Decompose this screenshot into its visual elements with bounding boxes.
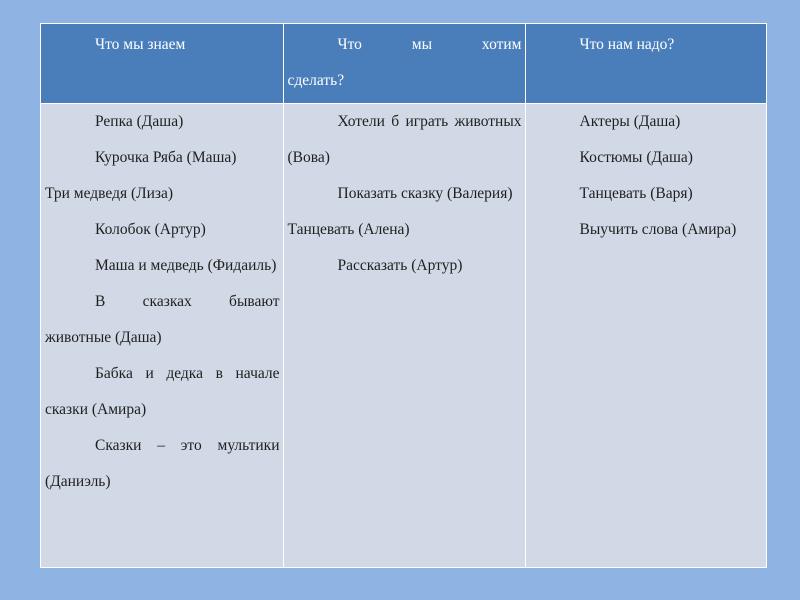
- list-item: Маша и медведь (Фидаиль): [95, 256, 277, 274]
- list-item: Актеры (Даша): [579, 112, 681, 130]
- table-body-row: [41, 103, 766, 567]
- cell-what-we-want: [283, 103, 525, 567]
- cell-what-we-know: [41, 103, 283, 567]
- list-item: Танцевать (Алена): [287, 220, 410, 238]
- list-item: Танцевать (Варя): [579, 184, 693, 202]
- plan-table: [41, 24, 766, 567]
- list-item: Сказки – это мультики (Даниэль): [45, 436, 280, 490]
- header-what-we-want: Что мы хотим сделать?: [283, 24, 525, 103]
- list-item: В сказках бывают животные (Даша): [45, 292, 280, 346]
- list-item: Бабка и дедка в начале сказки (Амира): [45, 364, 280, 418]
- header-what-we-need: Что нам надо?: [525, 24, 766, 103]
- list-item: Курочка Ряба (Маша): [95, 148, 237, 166]
- list-item: Три медведя (Лиза): [45, 184, 174, 202]
- table-header-row: [41, 24, 766, 103]
- list-item: Колобок (Артур): [95, 220, 206, 238]
- list-item: Выучить слова (Амира): [579, 220, 737, 238]
- list-item: Костюмы (Даша): [579, 148, 693, 166]
- list-item: Репка (Даша): [95, 112, 184, 130]
- cell-what-we-need: [525, 103, 766, 567]
- slide-table-frame: [40, 23, 767, 568]
- list-item: Рассказать (Артур): [337, 256, 463, 274]
- list-item: Показать сказку (Валерия): [337, 184, 513, 202]
- header-what-we-know: Что мы знаем: [41, 24, 283, 103]
- list-item: Хотели б играть животных (Вова): [287, 112, 522, 166]
